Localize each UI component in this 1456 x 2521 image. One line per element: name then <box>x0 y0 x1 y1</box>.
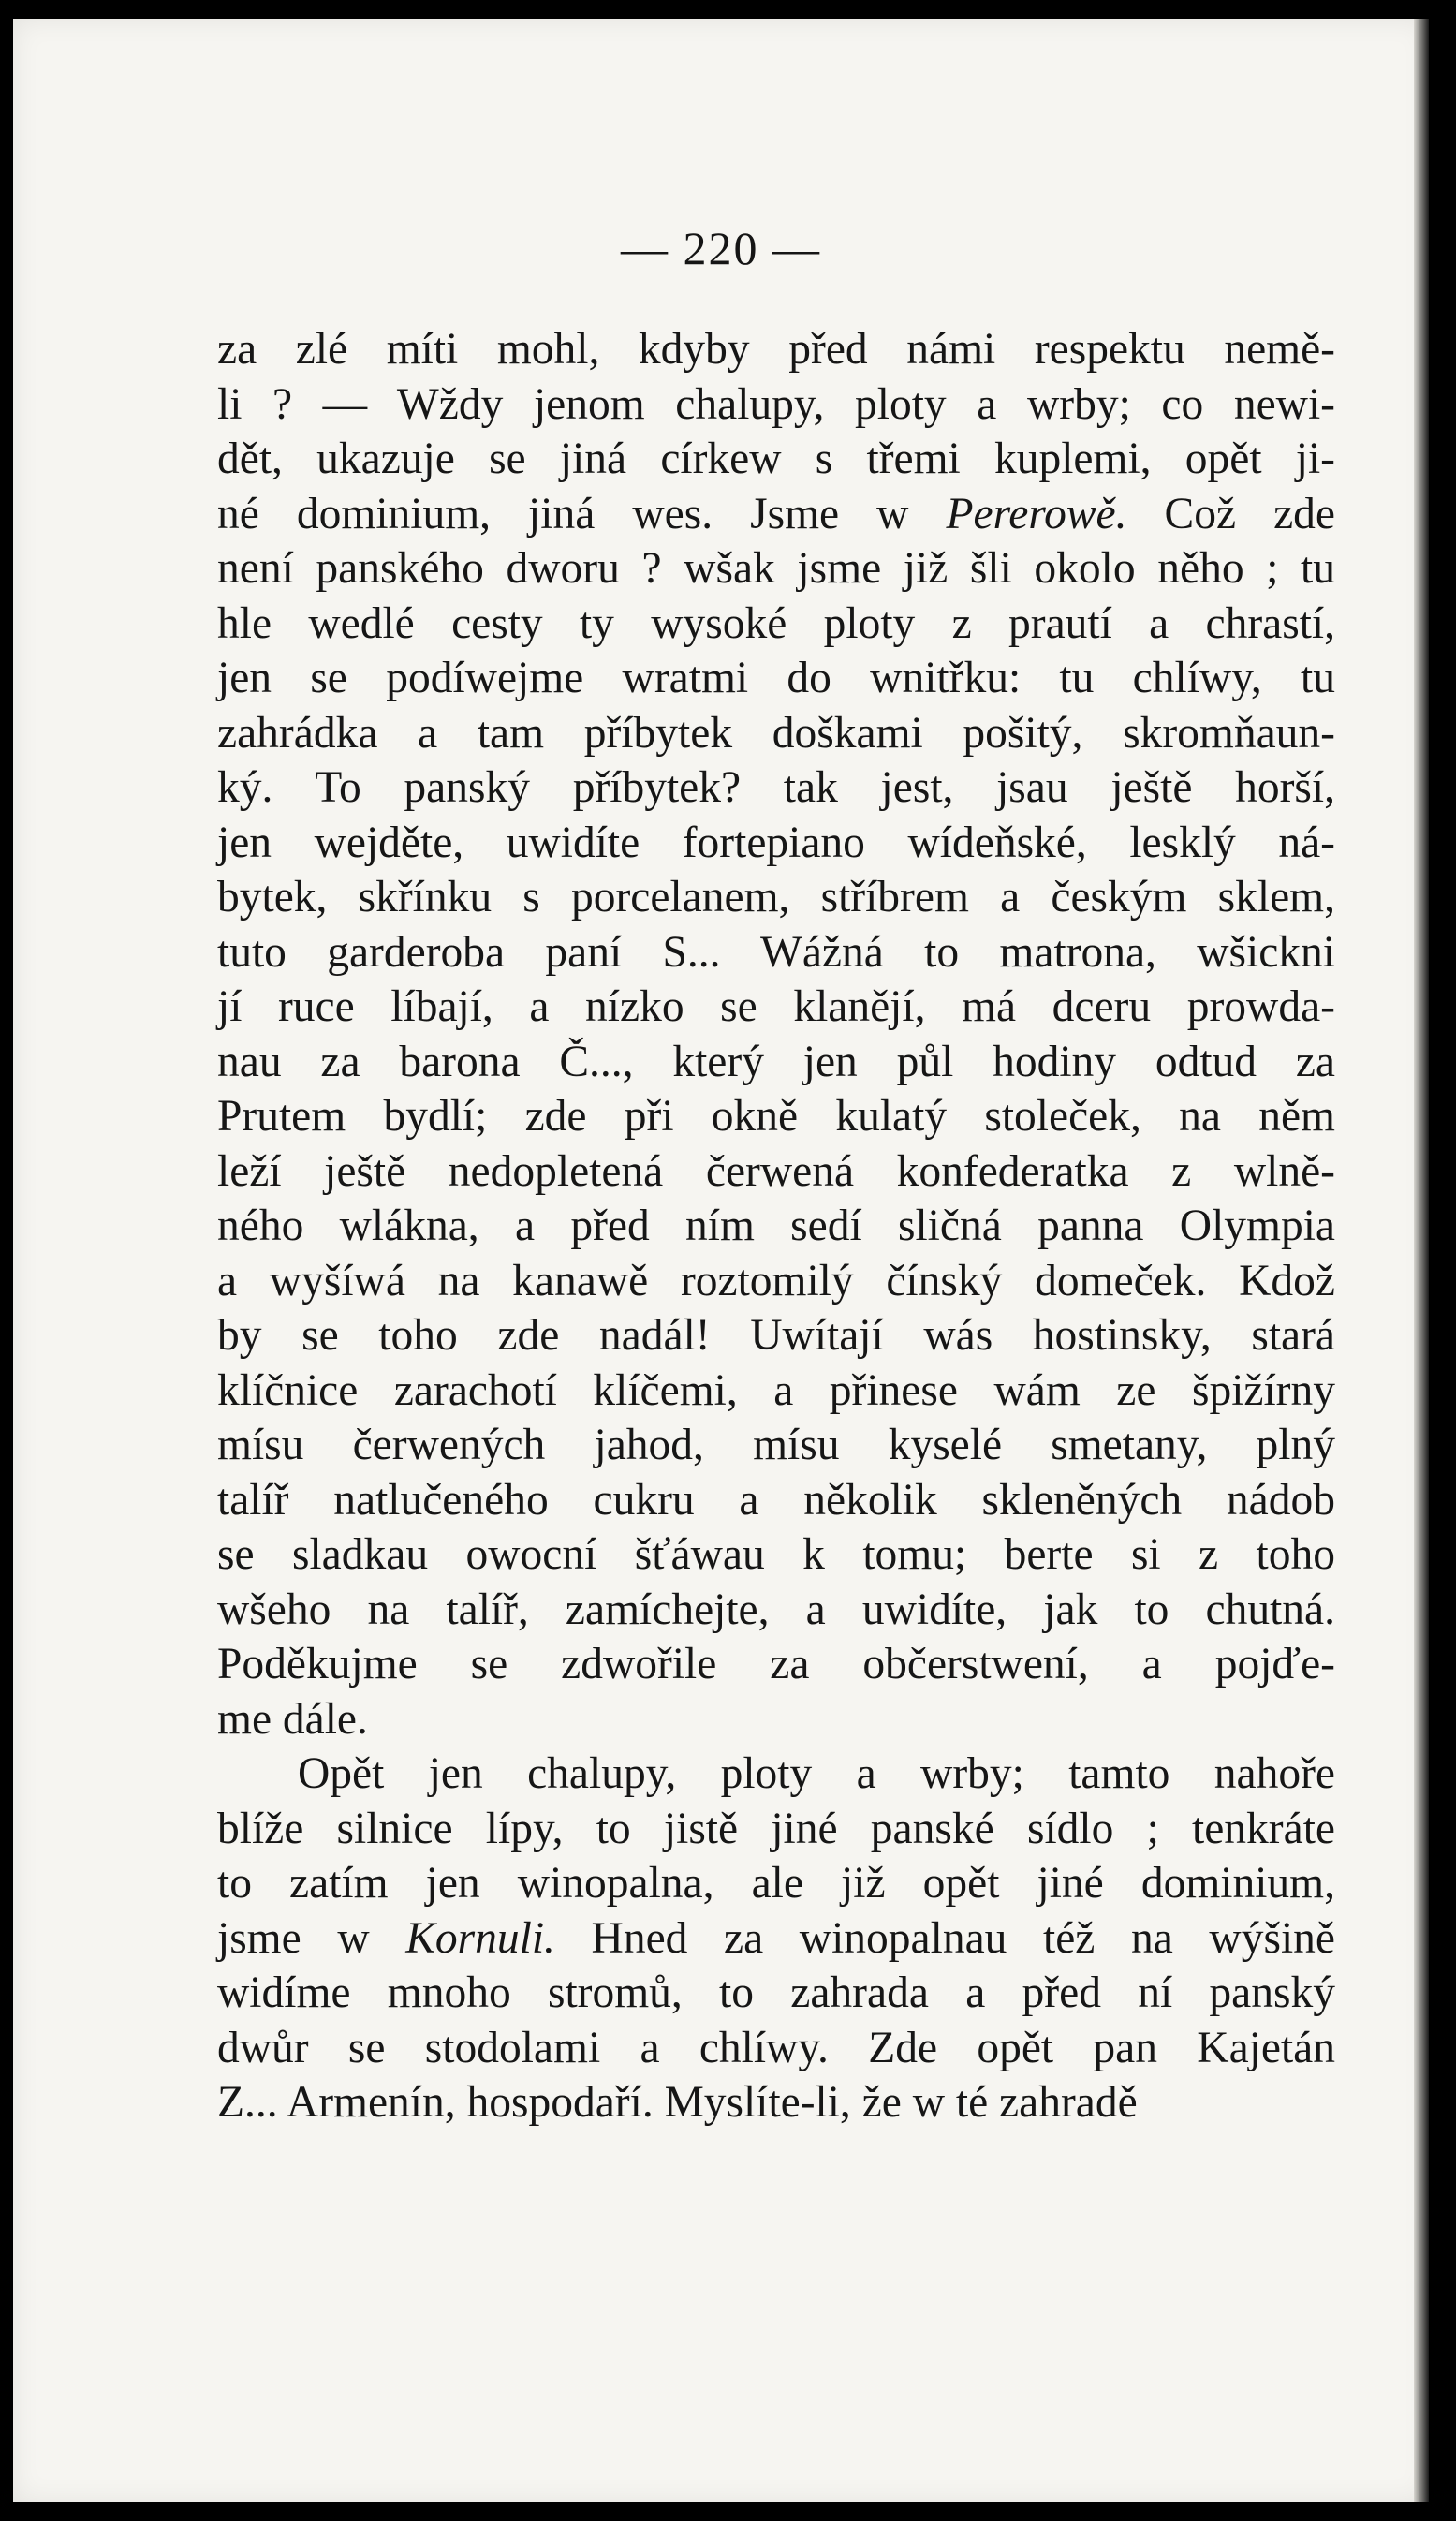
text-line <box>217 1364 1335 1419</box>
text-segment: nau za barona Č..., který jen půl hodiny odtud za <box>217 1037 1335 1086</box>
text-line <box>217 1199 1335 1254</box>
text-line <box>217 1308 1335 1364</box>
text-segment: za zlé míti mohl, kdyby před námi respektu nemě- <box>217 325 1335 374</box>
text-line <box>217 925 1335 980</box>
text-line <box>217 1418 1335 1473</box>
text-line <box>217 1583 1335 1638</box>
text-line <box>217 1692 1335 1747</box>
place-name-italic: Pererowě. <box>946 489 1127 538</box>
text-segment: a wyšíwá na kanawě roztomilý čínský domeček. Kdož <box>217 1256 1335 1305</box>
place-name-italic: Kornuli. <box>405 1913 555 1963</box>
page-edge-shadow <box>1414 19 1429 2502</box>
text-line <box>217 1089 1335 1144</box>
text-line <box>217 322 1335 377</box>
text-line <box>217 980 1335 1035</box>
text-segment: blíže silnice lípy, to jistě jiné panské sídlo ; tenkráte <box>217 1804 1335 1853</box>
text-segment: jen se podíwejme wratmi do wnitřku: tu chlíwy, tu <box>217 654 1335 702</box>
text-segment: leží ještě nedopletená čerwená konfederatka z wlně- <box>217 1146 1335 1196</box>
text-segment: Z... Armenín, hospodaří. Myslíte-li, že w té zahradě <box>217 2078 1138 2127</box>
text-line <box>217 870 1335 925</box>
text-segment: li ? — Wždy jenom chalupy, ploty a wrby; co newi- <box>217 379 1335 429</box>
text-line <box>217 1035 1335 1090</box>
paragraph <box>217 1747 1335 2130</box>
text-segment: není panského dworu ? wšak jsme již šli okolo něho ; tu <box>217 544 1335 593</box>
text-line <box>217 706 1335 761</box>
text-segment: talíř natlučeného cukru a několik skleněných nádob <box>217 1475 1335 1525</box>
paragraph <box>217 322 1335 1747</box>
text-segment: hle wedlé cesty ty wysoké ploty z prautí a chrastí, <box>217 598 1335 648</box>
text-segment: by se toho zde nadál! Uwítají wás hostinsky, stará <box>217 1311 1335 1360</box>
text-segment: wšeho na talíř, zamíchejte, a uwidíte, jak to chutná. <box>217 1585 1335 1634</box>
text-line <box>217 377 1335 433</box>
text-line <box>217 1856 1335 1911</box>
text-line <box>217 432 1335 487</box>
text-line <box>217 1966 1335 2021</box>
text-line <box>217 651 1335 706</box>
text-segment: se sladkau owocní šťáwau k tomu; berte si z toho <box>217 1530 1335 1579</box>
text-segment: ký. To panský příbytek? tak jest, jsau ještě horší, <box>217 763 1335 812</box>
text-segment: Hned za winopalnau též na wýšině <box>554 1913 1335 1963</box>
text-line <box>217 597 1335 652</box>
text-segment: jí ruce líbají, a nízko se klanějí, má dceru prowda- <box>217 982 1335 1031</box>
text-line <box>217 1527 1335 1583</box>
text-line <box>217 1802 1335 1857</box>
text-segment: me dále. <box>217 1694 368 1744</box>
text-segment: widíme mnoho stromů, to zahrada a před ní panský <box>217 1968 1335 2017</box>
text-line <box>217 760 1335 816</box>
text-segment: zahrádka a tam příbytek doškami pošitý, skromňaun- <box>217 708 1335 758</box>
text-segment: Prutem bydlí; zde při okně kulatý stoleček, na něm <box>217 1092 1335 1141</box>
text-segment: dwůr se stodolami a chlíwy. Zde opět pan Kajetán <box>217 2023 1335 2072</box>
text-segment: dět, ukazuje se jiná církew s třemi kuplemi, opět ji- <box>217 435 1335 483</box>
text-line <box>217 1144 1335 1200</box>
text-segment: Což zde <box>1126 489 1335 538</box>
text-line <box>217 2075 1335 2130</box>
text-line <box>217 487 1335 542</box>
text-segment: bytek, skřínku s porcelanem, stříbrem a českým sklem, <box>217 873 1335 921</box>
text-segment: klíčnice zarachotí klíčemi, a přinese wám ze špižírny <box>217 1365 1335 1415</box>
text-segment: Opět jen chalupy, ploty a wrby; tamto nahoře <box>298 1749 1335 1798</box>
text-segment: tuto garderoba paní S... Wážná to matrona, wšickni <box>217 927 1335 977</box>
text-line <box>217 2021 1335 2076</box>
text-line <box>217 1911 1335 1967</box>
text-line <box>217 1747 1335 1802</box>
text-segment: ného wlákna, a před ním sedí sličná panna Olympia <box>217 1202 1335 1250</box>
text-segment: né dominium, jiná wes. Jsme w <box>217 489 947 538</box>
text-line <box>217 1254 1335 1309</box>
text-segment: Poděkujme se zdwořile za občerstwení, a pojďe- <box>217 1640 1335 1688</box>
book-page <box>13 19 1429 2502</box>
text-segment: to zatím jen winopalna, ale již opět jiné dominium, <box>217 1859 1335 1908</box>
text-segment: mísu čerwených jahod, mísu kyselé smetany, plný <box>217 1421 1335 1469</box>
text-line <box>217 1637 1335 1692</box>
text-line <box>217 816 1335 871</box>
body-text <box>217 322 1335 2130</box>
text-segment: jen wejděte, uwidíte fortepiano wídeňské, lesklý ná- <box>217 818 1335 867</box>
text-line <box>217 541 1335 597</box>
text-line <box>217 1473 1335 1528</box>
text-segment: jsme w <box>217 1913 406 1963</box>
page-number: — 220 — <box>621 222 821 274</box>
